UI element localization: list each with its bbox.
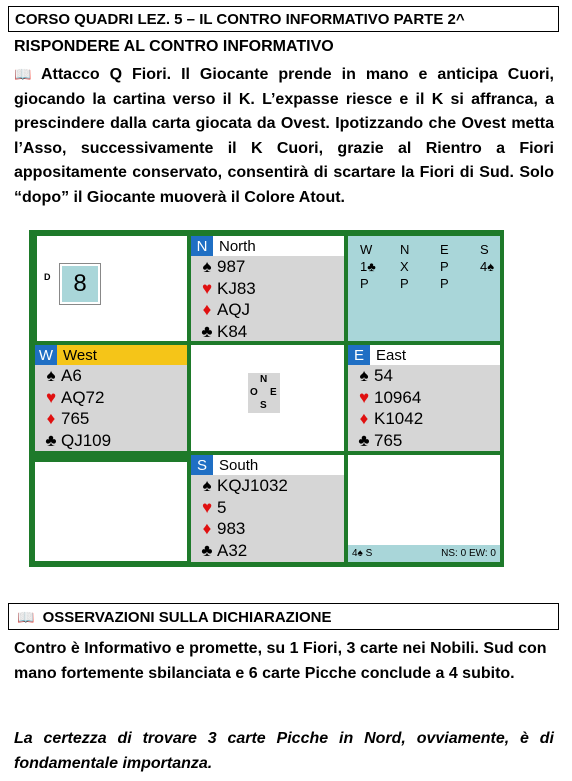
table-center — [191, 345, 344, 451]
bridge-board — [29, 230, 504, 567]
heart-icon: ♥ — [201, 278, 213, 298]
heart-icon: ♥ — [201, 497, 213, 517]
club-icon: ♣ — [45, 430, 57, 450]
heart-icon: ♥ — [45, 387, 57, 407]
section-subtitle: RISPONDERE AL CONTRO INFORMATIVO — [14, 38, 334, 55]
north-header — [191, 236, 344, 256]
south-header — [191, 455, 344, 475]
compass-e: E — [270, 387, 277, 398]
bid-cell: P — [360, 276, 369, 291]
west-clubs: ♣ QJ109 — [35, 430, 187, 452]
spade-icon: ♠ — [202, 476, 212, 495]
compass-n: N — [260, 374, 268, 385]
heart-icon: ♥ — [358, 387, 370, 407]
south-name: South — [219, 456, 259, 474]
west-header — [35, 345, 187, 365]
observations-title — [8, 603, 559, 630]
north-hand — [191, 236, 344, 341]
north-clubs: ♣ K84 — [191, 321, 344, 343]
contract-bar — [348, 545, 500, 562]
board-number: 8 — [60, 264, 100, 304]
book-icon: 📖 — [14, 66, 37, 82]
bid-cell: X — [400, 259, 409, 274]
north-letter: N — [191, 236, 213, 256]
bid-header: S — [480, 242, 489, 257]
bid-header: W — [360, 242, 373, 257]
bid-cell — [480, 276, 520, 291]
lesson-paragraph — [14, 62, 554, 210]
bid-header: E — [440, 242, 449, 257]
book-icon: 📖 — [17, 609, 35, 625]
south-letter: S — [191, 455, 213, 475]
north-spades: ♠ 987 — [191, 256, 344, 278]
south-clubs: ♣ A32 — [191, 540, 344, 562]
result-cell — [348, 455, 500, 562]
bid-cell: P — [440, 276, 449, 291]
club-icon: ♣ — [201, 321, 213, 341]
bid-cell: P — [400, 276, 409, 291]
west-diamonds: ♦ 765 — [35, 408, 187, 430]
west-hand — [35, 345, 187, 451]
bidding-table — [348, 236, 500, 291]
spade-icon: ♠ — [359, 366, 369, 385]
dealer-label: D — [44, 272, 51, 282]
diamond-icon: ♦ — [359, 409, 369, 428]
diamond-icon: ♦ — [202, 519, 212, 538]
east-spades: ♠ 54 — [348, 365, 500, 387]
east-clubs: ♣ 765 — [348, 430, 500, 452]
east-hearts: ♥ 10964 — [348, 387, 500, 409]
east-diamonds: ♦ K1042 — [348, 408, 500, 430]
observations-title-text: OSSERVAZIONI SULLA DICHIARAZIONE — [42, 609, 332, 626]
diamond-icon: ♦ — [46, 409, 56, 428]
east-letter: E — [348, 345, 370, 365]
east-hand — [348, 345, 500, 451]
observations-paragraph-1: Contro è Informativo e promette, su 1 Fiori, 3 carte nei Nobili. Sud con mano fortemente sbilanciata e 6 carte Picche conclude a 4 subito. — [14, 640, 547, 682]
diamond-icon: ♦ — [202, 300, 212, 319]
west-name: West — [63, 346, 97, 364]
compass-s: S — [260, 400, 267, 411]
bidding-box — [348, 236, 500, 341]
score-text: NS: 0 EW: 0 — [441, 548, 496, 559]
empty-cell-sw — [35, 462, 187, 561]
north-name: North — [219, 237, 256, 255]
page-title: CORSO QUADRI LEZ. 5 – IL CONTRO INFORMATIVO PARTE 2^ — [8, 6, 559, 32]
bid-cell: 1♣ — [360, 259, 376, 274]
observations-paragraph-2: La certezza di trovare 3 carte Picche in Nord, ovviamente, è di fondamentale importanza. — [14, 730, 554, 772]
board-info — [37, 236, 187, 341]
north-diamonds: ♦ AQJ — [191, 299, 344, 321]
bid-cell: 4♠ — [480, 259, 495, 274]
south-diamonds: ♦ 983 — [191, 518, 344, 540]
north-hearts: ♥ KJ83 — [191, 278, 344, 300]
bid-cell: P — [440, 259, 449, 274]
club-icon: ♣ — [201, 540, 213, 560]
east-name: East — [376, 346, 407, 364]
west-hearts: ♥ AQ72 — [35, 387, 187, 409]
club-icon: ♣ — [358, 430, 370, 450]
south-hand — [191, 455, 344, 562]
compass-o: O — [250, 387, 258, 398]
compass — [248, 373, 280, 413]
spade-icon: ♠ — [202, 257, 212, 276]
east-header — [348, 345, 500, 365]
west-spades: ♠ A6 — [35, 365, 187, 387]
south-hearts: ♥ 5 — [191, 497, 344, 519]
contract-text: 4♠ S — [352, 548, 373, 559]
spade-icon: ♠ — [46, 366, 56, 385]
bid-header: N — [400, 242, 410, 257]
west-letter: W — [35, 345, 57, 365]
south-spades: ♠ KQJ1032 — [191, 475, 344, 497]
lesson-text: Attacco Q Fiori. Il Giocante prende in mano e anticipa Cuori, giocando la cartina verso il K. L’expasse riesce e il K si affranca, a prescindere dalla carta giocata da Ovest. Ipotizzando che Ovest metta l’Asso, successivamente il K Cuori, grazie al Rientro a Fiori appositamente conservato, consentirà di scartare la Fiori di Sud. Solo “dopo” il Giocante muoverà il Colore Atout. — [14, 66, 554, 206]
dealer-box — [45, 260, 105, 304]
